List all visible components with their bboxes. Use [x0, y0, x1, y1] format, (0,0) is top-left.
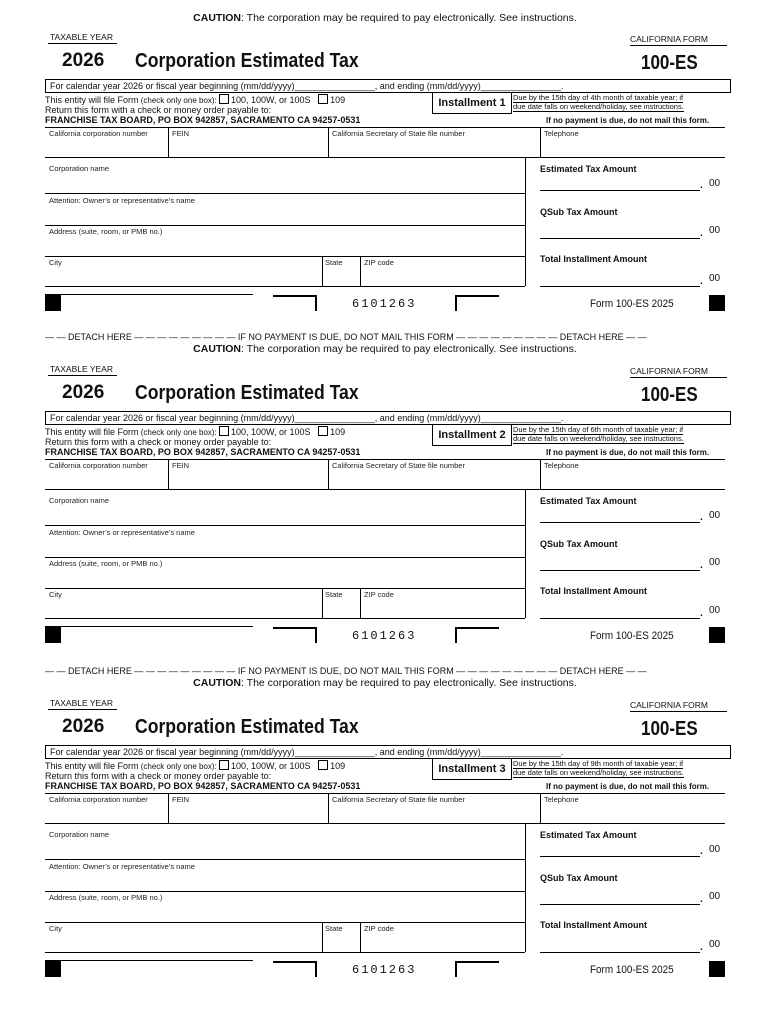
tax-year: 2026 — [62, 716, 105, 737]
no-payment-note: If no payment is due, do not mail this form. — [546, 782, 710, 791]
sos-file-number-label: California Secretary of State file number — [332, 461, 465, 470]
no-payment-note: If no payment is due, do not mail this form. — [546, 448, 710, 457]
qsub-tax-cents: 00 — [709, 225, 721, 236]
fein-label: FEIN — [172, 129, 190, 138]
state-label: State — [325, 924, 343, 933]
form-number: 100-ES — [641, 52, 698, 74]
registration-mark — [709, 961, 725, 977]
ca-corp-number-label: California corporation number — [49, 795, 148, 804]
qsub-tax-input[interactable] — [540, 238, 700, 239]
ftb-address: FRANCHISE TAX BOARD, PO BOX 942857, SACRAMENTO CA 94257-0531 — [45, 447, 361, 457]
qsub-tax-cents: 00 — [709, 557, 721, 568]
qsub-tax-cents: 00 — [709, 891, 721, 902]
caution-notice: CAUTION: The corporation may be required to pay electronically. See instructions. — [193, 343, 577, 355]
california-form-label: CALIFORNIA FORM — [630, 700, 727, 712]
corp-name-label: Corporation name — [49, 496, 110, 505]
attention-label: Attention: Owner’s or representative’s name — [49, 528, 195, 537]
entity-form-selection: This entity will file Form (check only one box): 100, 100W, or 100S 109 — [45, 95, 346, 105]
footer-form-id: Form 100-ES 2025 — [590, 298, 674, 310]
registration-mark — [45, 961, 61, 977]
estimated-tax-input[interactable] — [540, 856, 700, 857]
due-date-note: Due by the 15th day of 9th month of taxable year; if due date falls on weekend/holiday, see instructions. — [513, 759, 684, 777]
tax-year: 2026 — [62, 382, 105, 403]
voucher-installment-2: TAXABLE YEAR CALIFORNIA FORM 2026 Corporation Estimated Tax 100-ES For calendar year 2026 or fiscal year beginning (mm/dd/yyyy)________________, and ending (mm/dd/yyyy)________________. This entity will file Form (check only one box): 100, 100W, or 100S 109 Return this form with a check or money order payable to: FRANCHISE TAX BOARD, PO BOX 942857, SACRAMENTO CA 94257-0531 Installment 2 Due by the 15th day of 6th month of taxable year; if due date falls on weekend/holiday, see instructions. If no payment is due, do not mail this form. California corporation number FEIN California Secretary of State file number Telephone Corporation name Attention: Owner’s or representative’s name Address (suite, room, or PMB no.) City State ZIP code Estimated Tax Amount . 00 QSub Tax Amount . 00 Total Installment Amount . 00 6101263 Form 100-ES 2025 — [0, 364, 770, 696]
total-installment-cents: 00 — [709, 605, 721, 616]
telephone-label: Telephone — [544, 795, 579, 804]
form-title: Corporation Estimated Tax — [135, 382, 359, 404]
attention-label: Attention: Owner’s or representative’s name — [49, 862, 195, 871]
address-label: Address (suite, room, or PMB no.) — [49, 559, 163, 568]
total-installment-input[interactable] — [540, 618, 700, 619]
estimated-tax-label: Estimated Tax Amount — [540, 164, 637, 174]
taxable-year-label: TAXABLE YEAR — [48, 364, 117, 376]
estimated-tax-label: Estimated Tax Amount — [540, 496, 637, 506]
registration-mark — [709, 627, 725, 643]
estimated-tax-cents: 00 — [709, 844, 721, 855]
form-title: Corporation Estimated Tax — [135, 716, 359, 738]
entity-form-selection: This entity will file Form (check only one box): 100, 100W, or 100S 109 — [45, 761, 346, 771]
state-label: State — [325, 258, 343, 267]
footer-form-id: Form 100-ES 2025 — [590, 964, 674, 976]
ftb-address: FRANCHISE TAX BOARD, PO BOX 942857, SACRAMENTO CA 94257-0531 — [45, 781, 361, 791]
caution-notice: CAUTION: The corporation may be required to pay electronically. See instructions. — [193, 12, 577, 24]
total-installment-input[interactable] — [540, 286, 700, 287]
registration-bracket — [455, 295, 499, 311]
telephone-label: Telephone — [544, 461, 579, 470]
fein-label: FEIN — [172, 795, 190, 804]
ftb-address: FRANCHISE TAX BOARD, PO BOX 942857, SACRAMENTO CA 94257-0531 — [45, 115, 361, 125]
estimated-tax-cents: 00 — [709, 510, 721, 521]
registration-mark — [45, 627, 61, 643]
taxable-year-label: TAXABLE YEAR — [48, 698, 117, 710]
installment-label: Installment 1 — [432, 92, 512, 114]
voucher-installment-1: TAXABLE YEAR CALIFORNIA FORM 2026 Corporation Estimated Tax 100-ES For calendar year 2026 or fiscal year beginning (mm/dd/yyyy)________________, and ending (mm/dd/yyyy)________________. This entity will file Form (check only one box): 100, 100W, or 100S 109 Return this form with a check or money order payable to: FRANCHISE TAX BOARD, PO BOX 942857, SACRAMENTO CA 94257-0531 Installment 1 Due by the 15th day of 4th month of taxable year; if due date falls on weekend/holiday, see instructions. If no payment is due, do not mail this form. California corporation number FEIN California Secretary of State file number Telephone Corporation name Attention: Owner’s or representative’s name Address (suite, room, or PMB no.) City State ZIP code Estimated Tax Amount . 00 QSub Tax Amount . 00 Total Installment Amount . 00 6101263 Form 100-ES 2025 — [0, 32, 770, 364]
city-label: City — [49, 590, 62, 599]
checkbox-109[interactable] — [318, 426, 328, 436]
qsub-tax-input[interactable] — [540, 570, 700, 571]
ca-corp-number-label: California corporation number — [49, 461, 148, 470]
form-title: Corporation Estimated Tax — [135, 50, 359, 72]
calendar-year-field[interactable]: For calendar year 2026 or fiscal year beginning (mm/dd/yyyy)________________, and ending (mm/dd/yyyy)________________. — [45, 79, 731, 93]
due-date-note: Due by the 15th day of 4th month of taxable year; if due date falls on weekend/holiday, see instructions. — [513, 93, 684, 111]
calendar-year-field[interactable]: For calendar year 2026 or fiscal year beginning (mm/dd/yyyy)________________, and ending (mm/dd/yyyy)________________. — [45, 745, 731, 759]
zip-label: ZIP code — [364, 924, 394, 933]
total-installment-label: Total Installment Amount — [540, 254, 647, 264]
city-label: City — [49, 924, 62, 933]
estimated-tax-input[interactable] — [540, 522, 700, 523]
california-form-label: CALIFORNIA FORM — [630, 366, 727, 378]
detach-line: — — DETACH HERE — — — — — — — — — IF NO PAYMENT IS DUE, DO NOT MAIL THIS FORM — — — — — — — — — DETACH HERE — — — [45, 666, 647, 676]
attention-label: Attention: Owner’s or representative’s name — [49, 196, 195, 205]
registration-mark — [709, 295, 725, 311]
qsub-tax-label: QSub Tax Amount — [540, 207, 618, 217]
corp-name-label: Corporation name — [49, 164, 110, 173]
registration-bracket — [455, 627, 499, 643]
detach-line: — — DETACH HERE — — — — — — — — — IF NO PAYMENT IS DUE, DO NOT MAIL THIS FORM — — — — — — — — — DETACH HERE — — — [45, 332, 647, 342]
form-number: 100-ES — [641, 384, 698, 406]
return-instructions: Return this form with a check or money order payable to: — [45, 437, 272, 447]
scan-code: 6101263 — [352, 963, 417, 977]
zip-label: ZIP code — [364, 258, 394, 267]
footer-form-id: Form 100-ES 2025 — [590, 630, 674, 642]
estimated-tax-cents: 00 — [709, 178, 721, 189]
telephone-label: Telephone — [544, 129, 579, 138]
checkbox-100[interactable] — [219, 426, 229, 436]
california-form-label: CALIFORNIA FORM — [630, 34, 727, 46]
city-label: City — [49, 258, 62, 267]
fein-label: FEIN — [172, 461, 190, 470]
return-instructions: Return this form with a check or money order payable to: — [45, 105, 272, 115]
calendar-year-field[interactable]: For calendar year 2026 or fiscal year beginning (mm/dd/yyyy)________________, and ending (mm/dd/yyyy)________________. — [45, 411, 731, 425]
taxable-year-label: TAXABLE YEAR — [48, 32, 117, 44]
total-installment-input[interactable] — [540, 952, 700, 953]
installment-label: Installment 2 — [432, 424, 512, 446]
registration-bracket — [455, 961, 499, 977]
corp-name-label: Corporation name — [49, 830, 110, 839]
address-label: Address (suite, room, or PMB no.) — [49, 893, 163, 902]
registration-bracket — [273, 627, 317, 643]
checkbox-100[interactable] — [219, 94, 229, 104]
registration-mark — [45, 295, 61, 311]
estimated-tax-label: Estimated Tax Amount — [540, 830, 637, 840]
sos-file-number-label: California Secretary of State file number — [332, 129, 465, 138]
caution-notice: CAUTION: The corporation may be required to pay electronically. See instructions. — [193, 677, 577, 689]
return-instructions: Return this form with a check or money order payable to: — [45, 771, 272, 781]
ca-corp-number-label: California corporation number — [49, 129, 148, 138]
checkbox-109[interactable] — [318, 94, 328, 104]
scan-code: 6101263 — [352, 297, 417, 311]
total-installment-label: Total Installment Amount — [540, 586, 647, 596]
no-payment-note: If no payment is due, do not mail this form. — [546, 116, 710, 125]
scan-code: 6101263 — [352, 629, 417, 643]
voucher-installment-3: TAXABLE YEAR CALIFORNIA FORM 2026 Corporation Estimated Tax 100-ES For calendar year 2026 or fiscal year beginning (mm/dd/yyyy)________________, and ending (mm/dd/yyyy)________________. This entity will file Form (check only one box): 100, 100W, or 100S 109 Return this form with a check or money order payable to: FRANCHISE TAX BOARD, PO BOX 942857, SACRAMENTO CA 94257-0531 Installment 3 Due by the 15th day of 9th month of taxable year; if due date falls on weekend/holiday, see instructions. If no payment is due, do not mail this form. California corporation number FEIN California Secretary of State file number Telephone Corporation name Attention: Owner’s or representative’s name Address (suite, room, or PMB no.) City State ZIP code Estimated Tax Amount . 00 QSub Tax Amount . 00 Total Installment Amount . 00 6101263 Form 100-ES 2025 — [0, 698, 770, 1030]
total-installment-label: Total Installment Amount — [540, 920, 647, 930]
due-date-note: Due by the 15th day of 6th month of taxable year; if due date falls on weekend/holiday, see instructions. — [513, 425, 684, 443]
qsub-tax-label: QSub Tax Amount — [540, 873, 618, 883]
total-installment-cents: 00 — [709, 273, 721, 284]
zip-label: ZIP code — [364, 590, 394, 599]
qsub-tax-label: QSub Tax Amount — [540, 539, 618, 549]
tax-year: 2026 — [62, 50, 105, 71]
qsub-tax-input[interactable] — [540, 904, 700, 905]
address-label: Address (suite, room, or PMB no.) — [49, 227, 163, 236]
sos-file-number-label: California Secretary of State file number — [332, 795, 465, 804]
checkbox-100[interactable] — [219, 760, 229, 770]
registration-bracket — [273, 961, 317, 977]
installment-label: Installment 3 — [432, 758, 512, 780]
entity-form-selection: This entity will file Form (check only one box): 100, 100W, or 100S 109 — [45, 427, 346, 437]
total-installment-cents: 00 — [709, 939, 721, 950]
registration-bracket — [273, 295, 317, 311]
checkbox-109[interactable] — [318, 760, 328, 770]
estimated-tax-input[interactable] — [540, 190, 700, 191]
state-label: State — [325, 590, 343, 599]
form-number: 100-ES — [641, 718, 698, 740]
